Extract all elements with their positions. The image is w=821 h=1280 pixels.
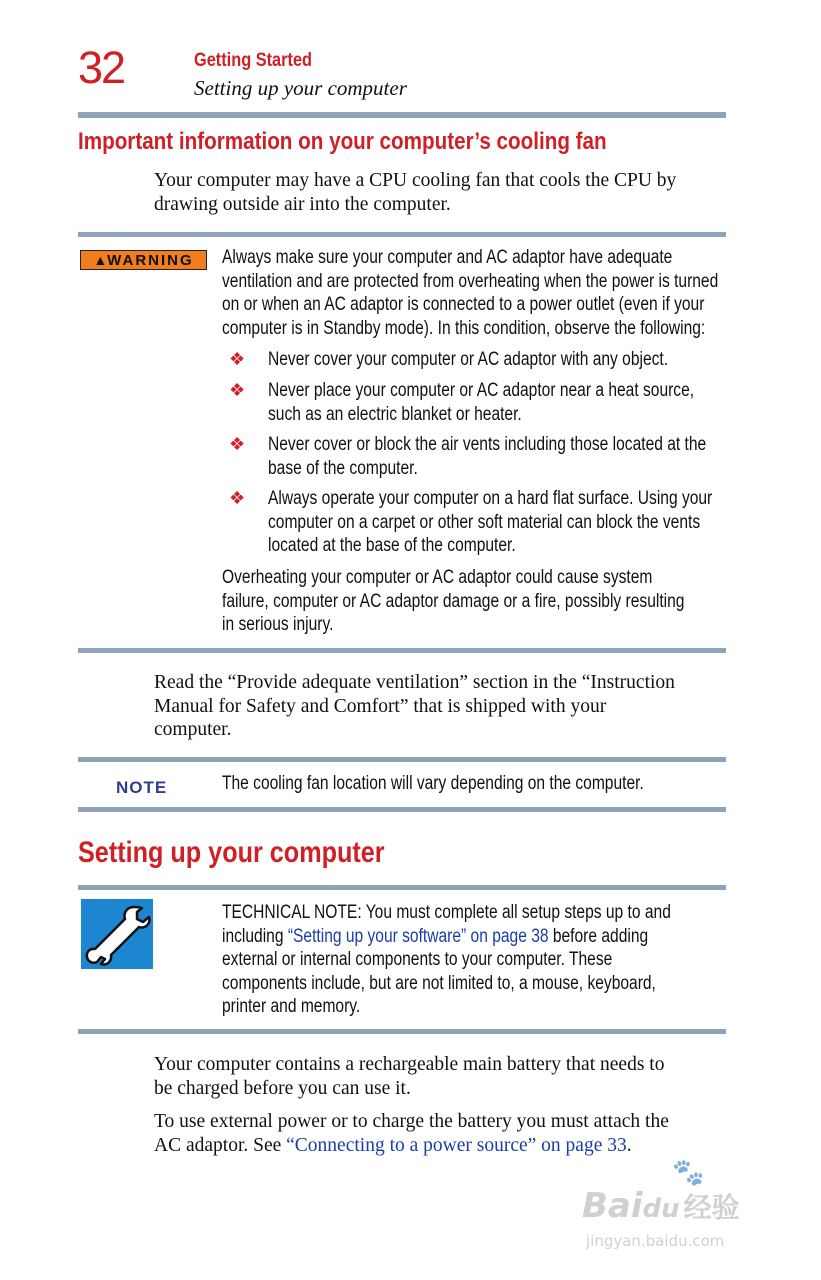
fan-intro-line: Your computer may have a CPU cooling fan that cools the CPU by xyxy=(154,170,677,191)
tech-note-line xyxy=(222,925,671,949)
chapter-title: Getting Started xyxy=(194,50,313,71)
bullet-line: located at the base of the computer. xyxy=(268,535,516,556)
software-setup-link[interactable]: “Setting up your software” on page 38 xyxy=(287,925,549,947)
tech-note-line: components include, but are not limited to, a mouse, keyboard, xyxy=(222,972,656,994)
bullet-diamond-icon: ❖ xyxy=(229,380,246,400)
tech-note-line: TECHNICAL NOTE: You must complete all setup steps up to and xyxy=(222,902,671,923)
watermark-brand xyxy=(582,1186,740,1226)
bullet-line: Always operate your computer on a hard flat surface. Using your xyxy=(268,488,713,509)
bullet-diamond-icon: ❖ xyxy=(229,488,246,508)
note-top-divider xyxy=(78,757,726,762)
warning-triangle-icon: ▲ xyxy=(93,252,108,268)
setup-section-heading: Setting up your computer xyxy=(78,836,385,869)
watermark-url: jingyan.baidu.com xyxy=(586,1232,725,1250)
warning-line: computer is in Standby mode). In this condition, observe the following: xyxy=(222,317,706,339)
warning-badge xyxy=(80,250,207,270)
note-bottom-divider xyxy=(78,807,726,812)
warning-bottom-divider xyxy=(78,648,726,653)
read-manual-paragraph xyxy=(154,671,734,742)
watermark-cn: 经验 xyxy=(683,1191,740,1224)
warning-bullet xyxy=(268,379,694,426)
read-line: computer. xyxy=(154,719,232,740)
read-line: Read the “Provide adequate ventilation” section in the “Instruction xyxy=(154,672,675,693)
baidu-watermark xyxy=(582,1158,782,1258)
watermark-brand-part: Bai xyxy=(582,1186,643,1226)
power-line: To use external power or to charge the battery you must attach the xyxy=(154,1111,669,1132)
warning-bullet xyxy=(268,487,712,558)
warning-bullet xyxy=(268,433,706,480)
bullet-line: Never cover or block the air vents including those located at the xyxy=(268,434,707,455)
fan-section-heading: Important information on your computer’s cooling fan xyxy=(78,128,607,155)
bullet-line: Never cover your computer or AC adaptor with any object. xyxy=(268,349,669,370)
power-text: . xyxy=(626,1134,632,1156)
tech-note-text: before adding xyxy=(548,925,649,947)
warning-closing-line: Overheating your computer or AC adaptor could cause system xyxy=(222,567,653,588)
warning-label: WARNING xyxy=(107,252,194,269)
read-line: Manual for Safety and Comfort” that is shipped with your xyxy=(154,695,607,717)
warning-line: on or when an AC adaptor is connected to a power outlet (even if your xyxy=(222,294,705,315)
bullet-line: such as an electric blanket or heater. xyxy=(268,403,522,425)
bullet-diamond-icon: ❖ xyxy=(229,434,246,454)
warning-bullet xyxy=(268,348,668,372)
paw-icon: 🐾 xyxy=(672,1158,705,1188)
battery-line: Your computer contains a rechargeable main battery that needs to xyxy=(154,1054,665,1075)
fan-intro-line: drawing outside air into the computer. xyxy=(154,193,451,215)
warning-closing xyxy=(222,566,684,637)
warning-closing-line: failure, computer or AC adaptor damage or a fire, possibly resulting xyxy=(222,590,685,612)
header-divider xyxy=(78,112,726,118)
warning-closing-line: in serious injury. xyxy=(222,614,334,635)
tech-note-line: printer and memory. xyxy=(222,996,361,1017)
watermark-brand-part: du xyxy=(642,1194,680,1224)
page-number: 32 xyxy=(78,42,125,93)
battery-paragraph xyxy=(154,1053,734,1100)
warning-text xyxy=(222,246,718,340)
warning-top-divider xyxy=(78,232,726,237)
section-subtitle: Setting up your computer xyxy=(194,76,407,100)
tech-note-bottom-divider xyxy=(78,1029,726,1034)
bullet-line: base of the computer. xyxy=(268,457,418,479)
power-line xyxy=(154,1134,734,1158)
warning-line: ventilation and are protected from overheating when the power is turned xyxy=(222,270,719,292)
power-text: AC adaptor. See xyxy=(154,1134,287,1156)
bullet-diamond-icon: ❖ xyxy=(229,349,246,369)
fan-intro-paragraph xyxy=(154,169,734,216)
tech-note-text: including xyxy=(222,925,288,947)
power-source-link[interactable]: “Connecting to a power source” on page 33 xyxy=(286,1134,627,1156)
note-badge: NOTE xyxy=(116,778,168,797)
wrench-icon-graphic xyxy=(81,899,153,969)
wrench-icon xyxy=(81,899,153,969)
bullet-line: computer on a carpet or other soft material can block the vents xyxy=(268,511,701,533)
battery-line: be charged before you can use it. xyxy=(154,1077,411,1099)
note-text: The cooling fan location will vary depending on the computer. xyxy=(222,773,644,794)
warning-line: Always make sure your computer and AC adaptor have adequate xyxy=(222,247,673,268)
bullet-line: Never place your computer or AC adaptor near a heat source, xyxy=(268,380,695,401)
technical-note xyxy=(222,901,671,1019)
tech-note-line: external or internal components to your computer. These xyxy=(222,949,613,970)
power-paragraph xyxy=(154,1110,734,1157)
tech-note-top-divider xyxy=(78,885,726,890)
